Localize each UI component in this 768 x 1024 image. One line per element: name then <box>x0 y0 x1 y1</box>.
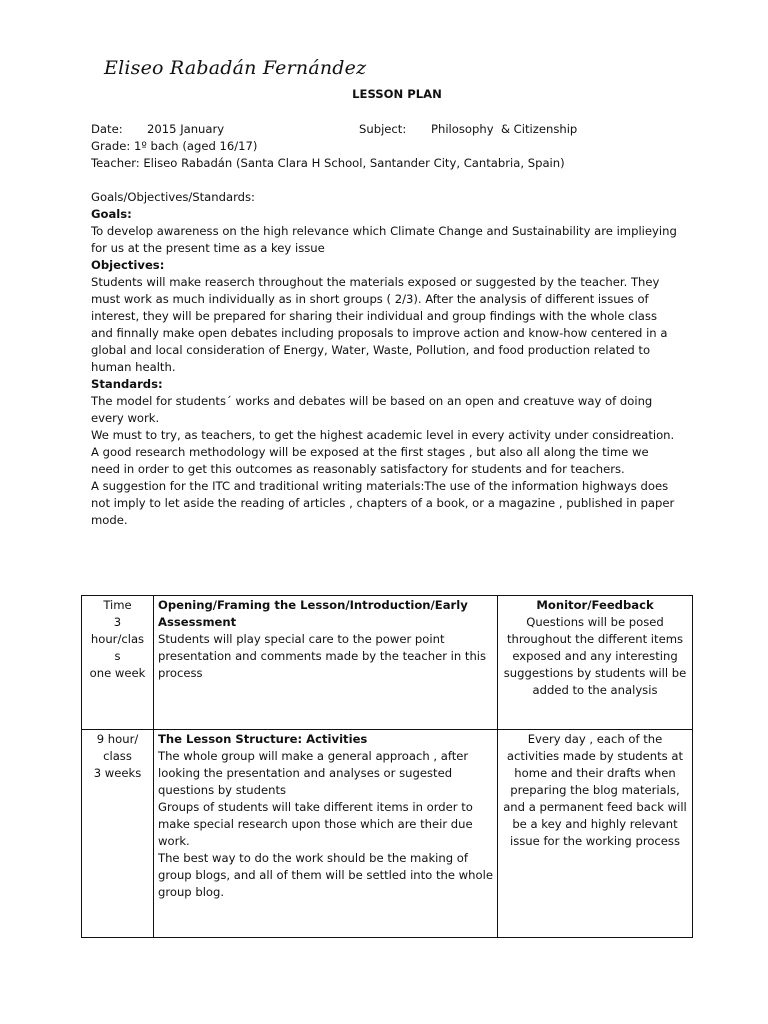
lesson-meta <box>91 121 691 172</box>
time-line: Time <box>103 598 132 612</box>
monitor-cell <box>498 596 693 730</box>
time-line: class <box>103 749 132 763</box>
document-title: LESSON PLAN <box>352 87 442 101</box>
time-line: 9 hour/ <box>96 732 139 746</box>
standards-paragraph-1: The model for students´ works and debates will be based on an open and creatuve way of doing every work. <box>91 394 653 425</box>
teacher-line: Teacher: Eliseo Rabadán (Santa Clara H School, Santander City, Cantabria, Spain) <box>91 156 565 170</box>
monitor-text: Questions will be posed throughout the different items exposed and any interesting suggestions by students will be added to the analysis <box>503 615 687 697</box>
standards-heading: Standards: <box>91 377 163 391</box>
subject-label: Subject: <box>359 122 407 136</box>
time-cell <box>82 596 154 730</box>
monitor-cell <box>498 730 693 938</box>
objectives-heading: Objectives: <box>91 258 165 272</box>
grade-line: Grade: 1º bach (aged 16/17) <box>91 139 258 153</box>
activity-text: Students will play special care to the power point presentation and comments made by the teacher in this process <box>158 632 487 680</box>
time-line: one week <box>89 666 146 680</box>
lesson-table <box>81 595 693 938</box>
subject-value: Philosophy & Citizenship <box>431 122 578 136</box>
lesson-body <box>91 189 681 529</box>
activity-heading: The Lesson Structure: Activities <box>158 732 368 746</box>
table-row <box>82 730 693 938</box>
standards-paragraph-2: We must to try, as teachers, to get the highest academic level in every activity under considreation. A good research methodology will be exposed at the first stages , but also all along the time we need in order to get this outcomes as reasonably satisfactory for students and for teachers. <box>91 428 675 476</box>
table-row <box>82 596 693 730</box>
activity-cell <box>154 730 498 938</box>
activity-cell <box>154 596 498 730</box>
time-line: 3 <box>113 615 122 629</box>
activity-heading: Opening/Framing the Lesson/Introduction/Early Assessment <box>158 598 468 629</box>
monitor-heading: Monitor/Feedback <box>536 598 654 612</box>
activity-text: The whole group will make a general approach , after looking the presentation and analyses or sugested questions by students <box>158 749 469 797</box>
author-signature: Eliseo Rabadán Fernández <box>104 57 367 79</box>
goals-text: To develop awareness on the high relevance which Climate Change and Sustainability are implieying for us at the present time as a key issue <box>91 224 677 255</box>
time-cell <box>82 730 154 938</box>
time-line: hour/clas <box>90 632 145 646</box>
date-label: Date: <box>91 122 123 136</box>
date-subject-row <box>91 121 691 138</box>
time-line: 3 weeks <box>93 766 142 780</box>
goals-heading: Goals: <box>91 207 132 221</box>
date-value: 2015 January <box>147 122 225 136</box>
activity-text: The best way to do the work should be the making of group blogs, and all of them will be settled into the whole group blog. <box>158 851 493 899</box>
activity-text: Groups of students will take different items in order to make special research upon those which are their due work. <box>158 800 473 848</box>
section-intro: Goals/Objectives/Standards: <box>91 190 255 204</box>
monitor-text: Every day , each of the activities made by students at home and their drafts when preparing the blog materials, and a permanent feed back will be a key and highly relevant issue for the working process <box>503 732 687 848</box>
standards-paragraph-3: A suggestion for the ITC and traditional writing materials:The use of the information highways does not imply to let aside the reading of articles , chapters of a book, or a magazine , published in paper mode. <box>91 479 675 527</box>
objectives-text: Students will make reaserch throughout the materials exposed or suggested by the teacher. They must work as much individually as in short groups ( 2/3). After the analysis of different issues of interest, they will be prepared for sharing their individual and group findings with the whole class and finnally make open debates including proposals to improve action and know-how centered in a global and local consideration of Energy, Water, Waste, Pollution, and food production related to human health. <box>91 275 668 374</box>
time-line: s <box>114 649 121 663</box>
